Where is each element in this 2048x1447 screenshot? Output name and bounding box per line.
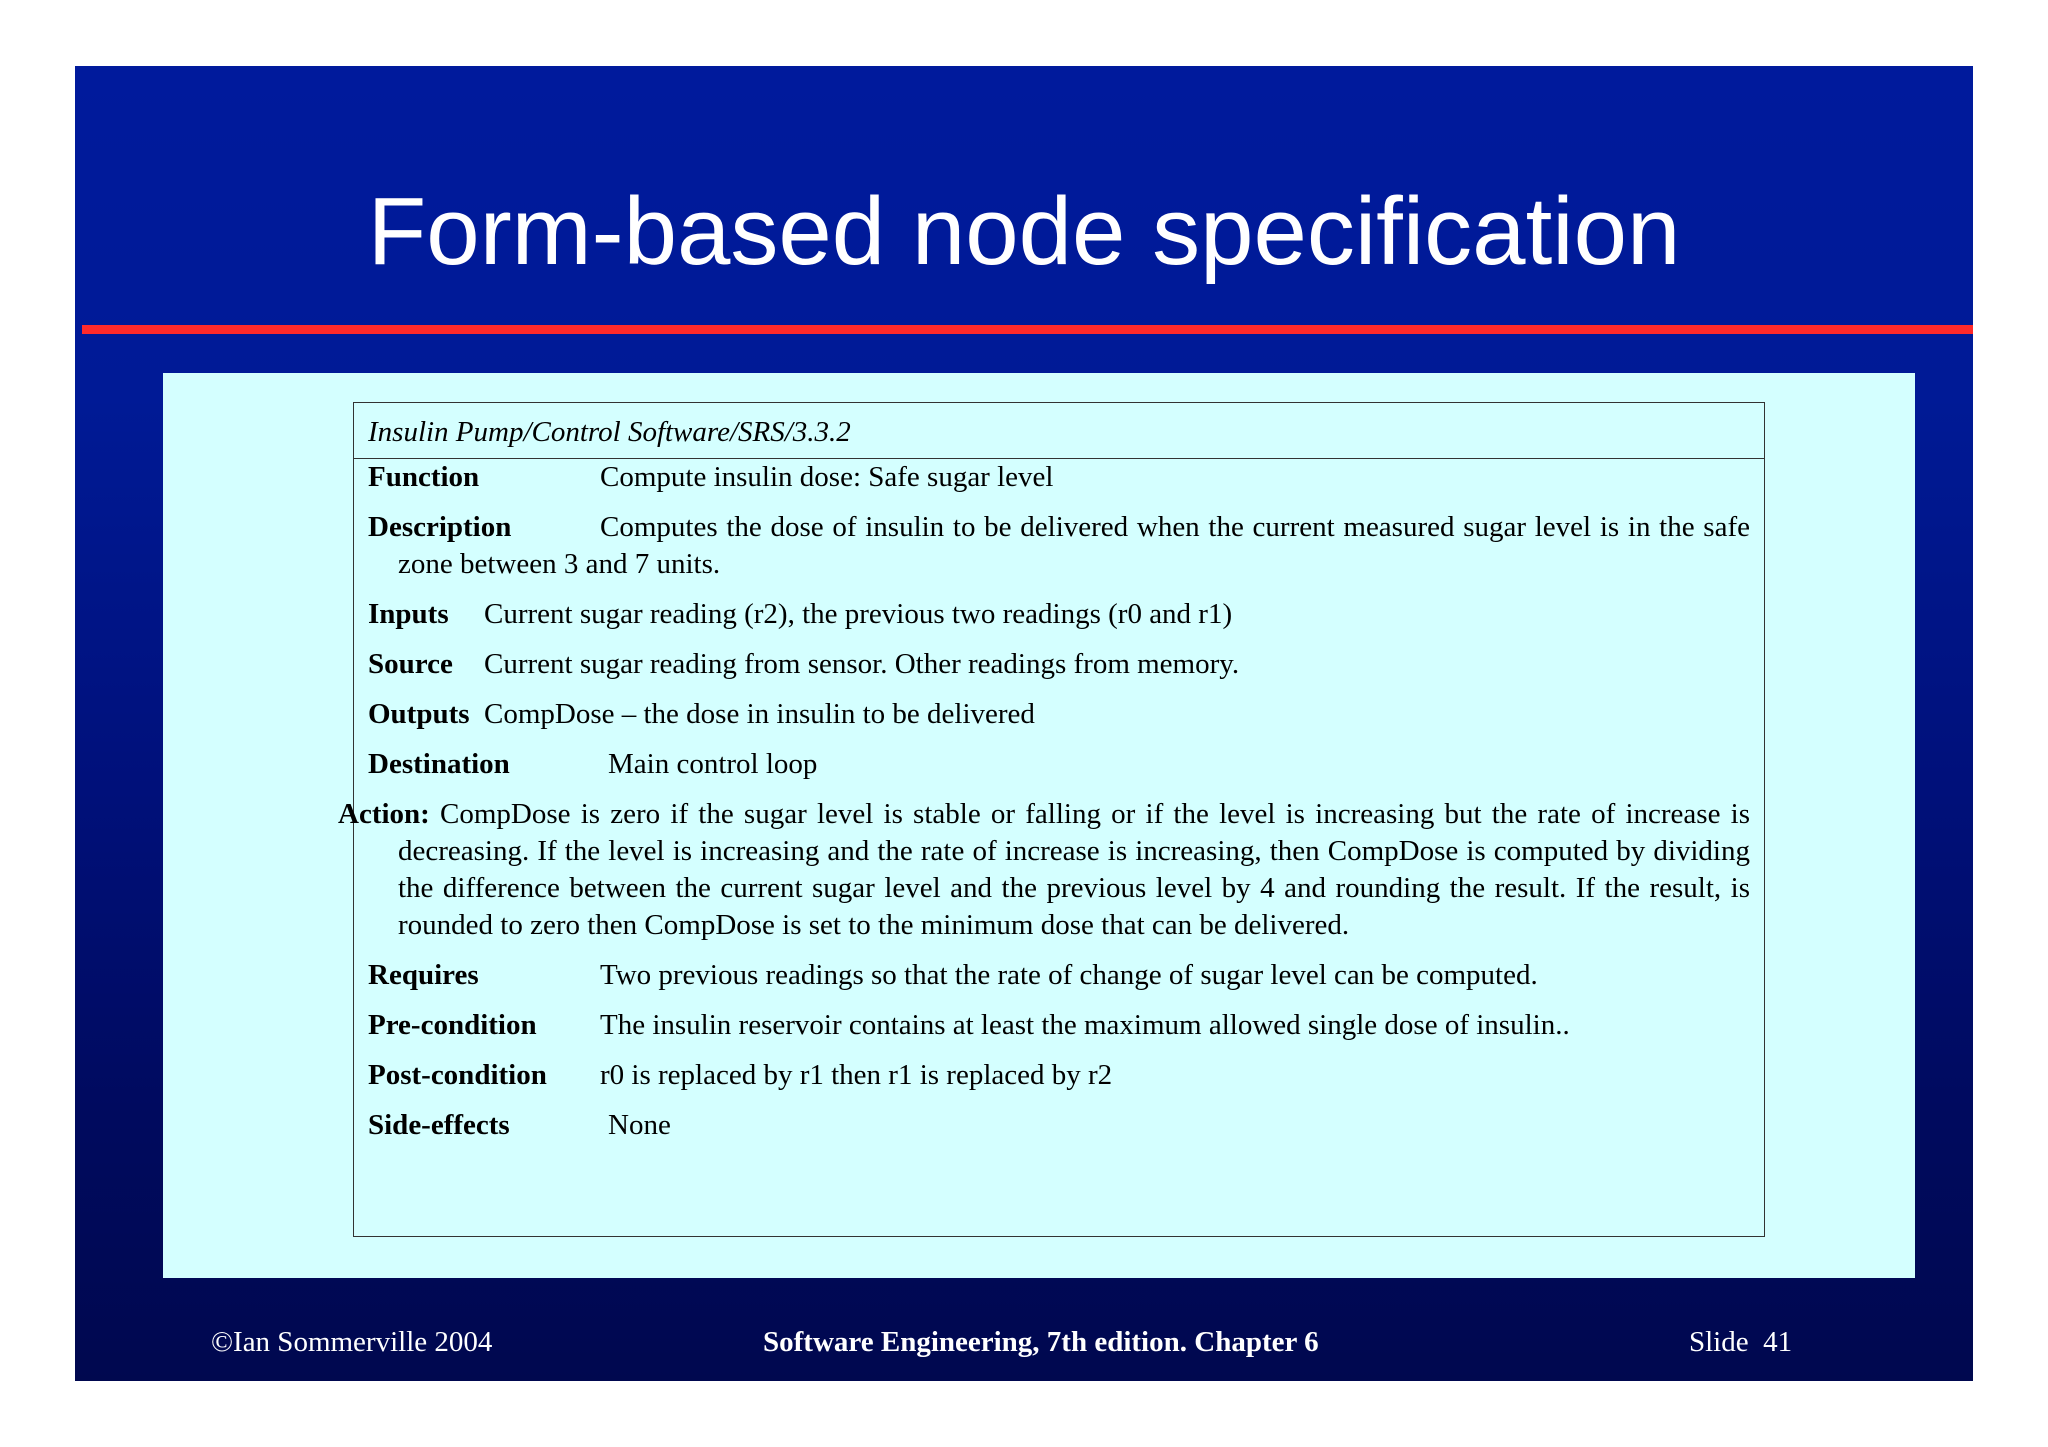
- field-label: Destination: [368, 748, 510, 780]
- form-header: Insulin Pump/Control Software/SRS/3.3.2: [354, 403, 1764, 459]
- slide-title: Form-based node specification: [367, 178, 1681, 285]
- field-description: [368, 509, 1750, 583]
- field-value: None: [608, 1109, 671, 1141]
- field-label: Requires: [368, 959, 479, 991]
- field-value: Main control loop: [608, 748, 818, 780]
- field-label: Inputs: [368, 598, 449, 630]
- field-requires: [368, 957, 1750, 994]
- field-label: Source: [368, 648, 453, 680]
- field-value: Computes the dose of insulin to be delivered when the current measured sugar level is in the safe zone between 3 and 7 units.: [398, 511, 1750, 580]
- footer-copyright: ©Ian Sommerville 2004: [211, 1326, 493, 1358]
- field-label: Outputs: [368, 698, 470, 730]
- field-destination: [368, 746, 1750, 783]
- slide: [75, 66, 1973, 1381]
- field-sideeffects: [368, 1107, 1750, 1144]
- field-value: Compute insulin dose: Safe sugar level: [600, 461, 1054, 493]
- field-label: Action:: [338, 798, 430, 830]
- field-value: CompDose – the dose in insulin to be delivered: [484, 698, 1035, 730]
- field-label: Side-effects: [368, 1109, 510, 1141]
- content-panel: [163, 373, 1915, 1278]
- field-outputs: [368, 696, 1750, 733]
- field-inputs: [368, 596, 1750, 633]
- field-function: [368, 459, 1750, 496]
- field-precondition: [368, 1007, 1750, 1044]
- field-source: [368, 646, 1750, 683]
- field-label: Description: [368, 511, 512, 543]
- field-value: The insulin reservoir contains at least the maximum allowed single dose of insulin..: [600, 1009, 1570, 1041]
- field-value: CompDose is zero if the sugar level is stable or falling or if the level is increasing but the rate of increase is decreasing. If the level is increasing and the rate of increase is increasing, then CompDose is computed by dividing the difference between the current sugar level and the previous level by 4 and rounding the result. If the result, is rounded to zero then CompDose is set to the minimum dose that can be delivered.: [398, 798, 1750, 941]
- spec-form: [338, 402, 1765, 1237]
- field-value: Two previous readings so that the rate of change of sugar level can be computed.: [600, 959, 1538, 991]
- form-body: [338, 459, 1764, 1144]
- field-label: Function: [368, 461, 480, 493]
- field-value: Current sugar reading from sensor. Other readings from memory.: [484, 648, 1240, 680]
- field-value: r0 is replaced by r1 then r1 is replaced by r2: [600, 1059, 1113, 1091]
- field-label: Post-condition: [368, 1059, 547, 1091]
- field-value: Current sugar reading (r2), the previous two readings (r0 and r1): [484, 598, 1233, 630]
- footer-slide-number: Slide 41: [1689, 1326, 1793, 1358]
- field-postcondition: [368, 1057, 1750, 1094]
- footer-book-title: Software Engineering, 7th edition. Chapter 6: [763, 1326, 1319, 1358]
- field-label: Pre-condition: [368, 1009, 537, 1041]
- title-divider: [82, 325, 1973, 334]
- field-action: [338, 796, 1750, 944]
